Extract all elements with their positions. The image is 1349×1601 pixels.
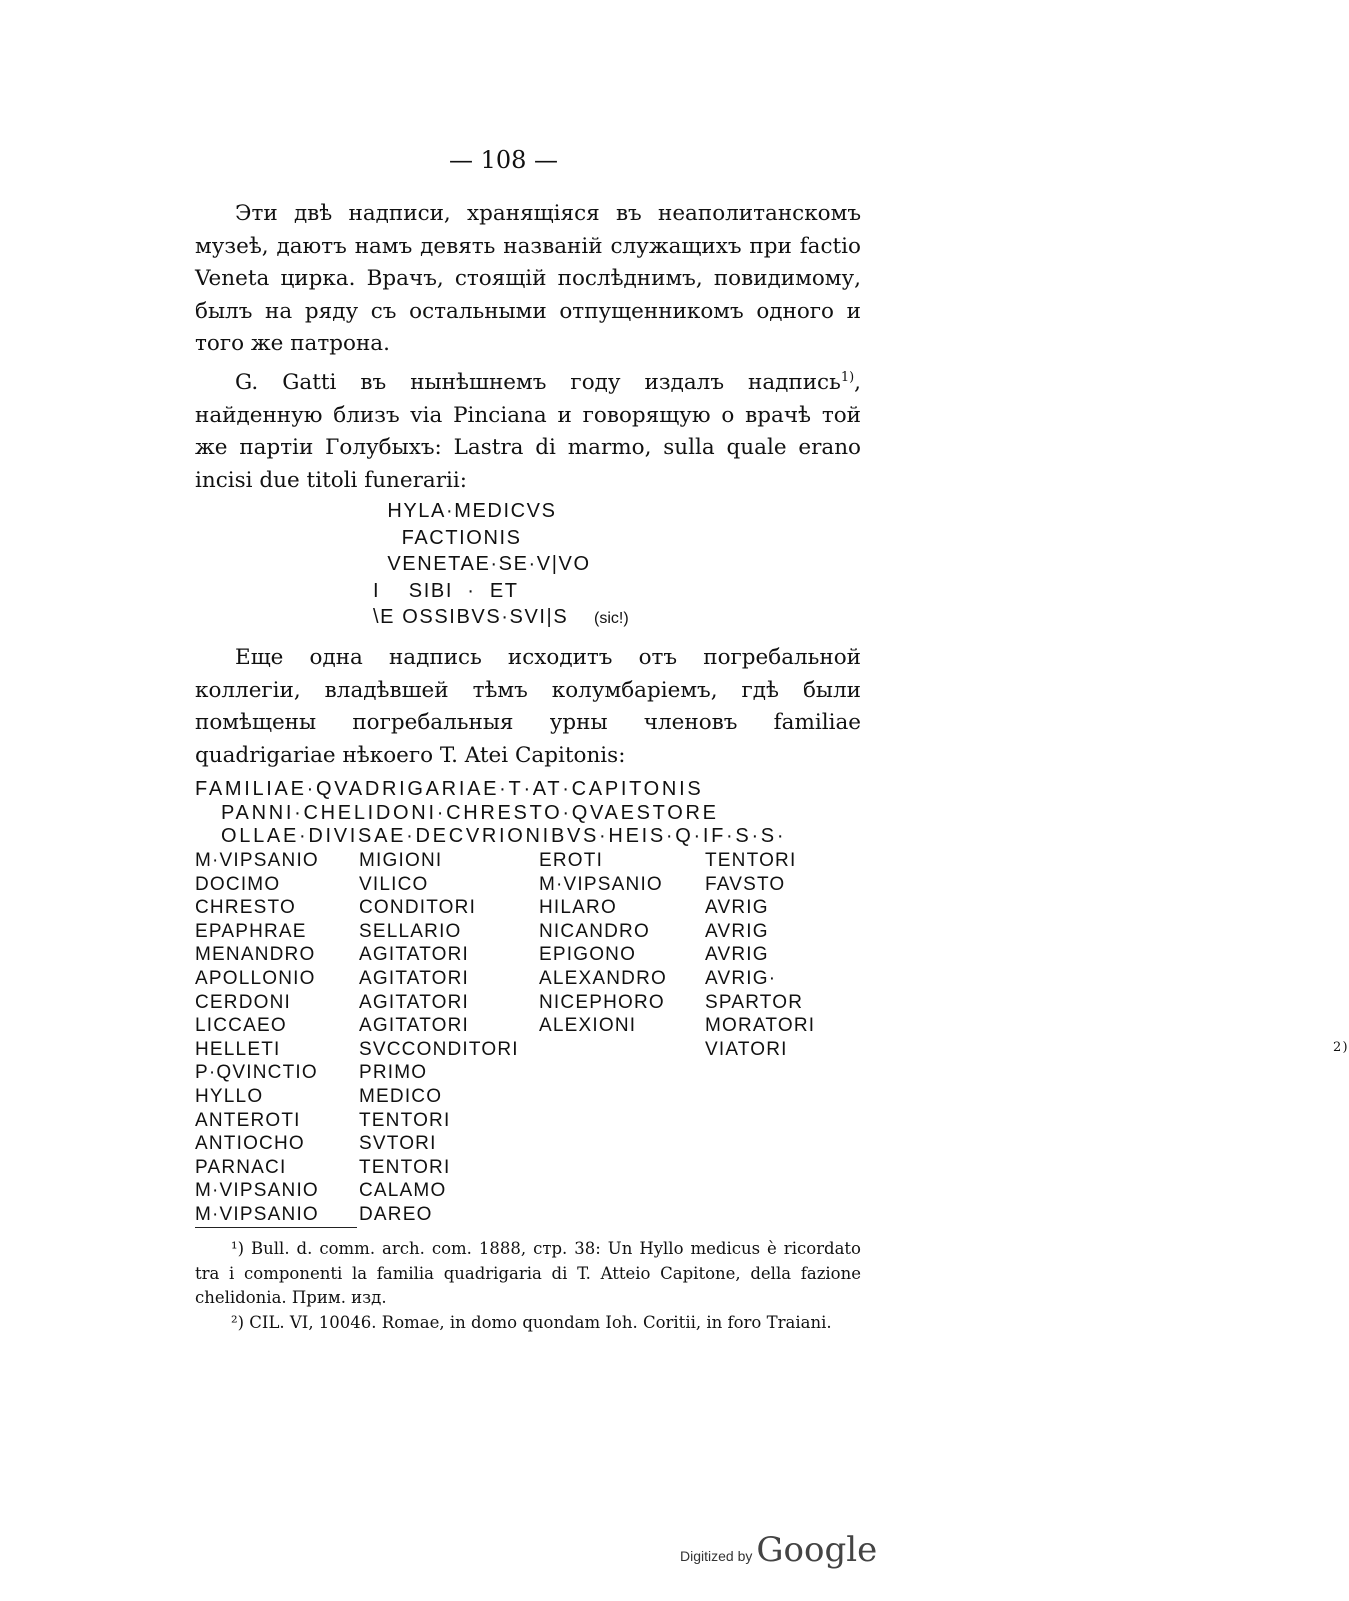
name-column-1 <box>195 849 319 1227</box>
name-entry: PARNACI <box>195 1156 287 1178</box>
name-entry: NICANDRO <box>539 920 650 942</box>
name-entry: HILARO <box>539 897 617 919</box>
footnote-1: ¹) Bull. d. comm. arch. com. 1888, стр. 38: Un Hyllo medicus è ricordato tra i componenti la familia quadrigaria di T. Atteio Capitone, della fazione chelidonia. Прим. изд. <box>195 1239 861 1307</box>
role-entry: MIGIONI <box>359 850 443 871</box>
role-entry: TENTORI <box>705 850 797 871</box>
name-entry: M·VIPSANIO <box>195 850 319 871</box>
role-entry: VILICO <box>359 873 429 895</box>
name-entry: HELLETI <box>195 1038 281 1060</box>
name-entry: HYLLO <box>195 1085 264 1107</box>
name-entry: M·VIPSANIO <box>195 1203 319 1225</box>
inscription-header-line: FAMILIAE·QVADRIGARIAE·T·AT·CAPITONIS <box>195 778 704 800</box>
role-entry: PRIMO <box>359 1062 428 1084</box>
inscription-header-line: OLLAE·DIVISAE·DECVRIONIBVS·HEIS·Q·IF·S·S· <box>221 825 787 847</box>
inscription-line: I SIBI · ET <box>373 579 519 602</box>
name-column-4 <box>705 849 1349 1061</box>
name-entry: ALEXANDRO <box>539 967 668 989</box>
name-entry: NICEPHORO <box>539 991 665 1013</box>
name-entry: APOLLONIO <box>195 967 316 989</box>
name-entry: CERDONI <box>195 991 292 1013</box>
footnote-ref-1: 1) <box>840 369 855 385</box>
inscription-line-text: \E OSSIBVS·SVI|S <box>373 606 569 628</box>
inscription-line: HYLA·MEDICVS <box>373 500 557 522</box>
name-column-2 <box>359 849 519 1227</box>
role-entry: SVCCONDITORI <box>359 1038 519 1060</box>
role-entry: AVRIG <box>705 897 769 919</box>
name-entry: CHRESTO <box>195 897 296 919</box>
paragraph-3 <box>195 642 861 772</box>
role-entry: VIATORI <box>705 1038 788 1060</box>
inscription-line: FACTIONIS <box>373 526 522 549</box>
inscription-header-line: PANNI·CHELIDONI·CHRESTO·QVAESTORE <box>221 801 719 824</box>
inscription-line: VENETAE·SE·V|VO <box>373 553 591 575</box>
role-entry: AVRIG· <box>705 967 777 989</box>
name-entry: DOCIMO <box>195 873 281 895</box>
role-entry: SELLARIO <box>359 920 462 942</box>
name-entry: ANTIOCHO <box>195 1133 305 1155</box>
role-entry: AGITATORI <box>359 1015 470 1037</box>
name-entry: MENANDRO <box>195 944 316 966</box>
paragraph-2-text <box>195 367 861 497</box>
name-column-3 <box>539 849 667 1038</box>
role-entry: AVRIG <box>705 944 769 966</box>
google-logo: Google <box>756 1530 878 1570</box>
role-entry: AGITATORI <box>359 967 470 989</box>
paragraph-2-after: , найденную близъ via Pinciana и говорящую о врачѣ той же партіи Голубыхъ: Lastra di marmo, sulla quale erano incisi due titoli funerarii: <box>195 370 861 493</box>
role-entry: AVRIG <box>705 920 769 942</box>
name-entry: M·VIPSANIO <box>539 873 663 895</box>
role-entry: TENTORI <box>359 1109 451 1131</box>
footnote-2: ²) CIL. VI, 10046. Romae, in domo quondam Ioh. Coritii, in foro Traiani. <box>231 1312 832 1332</box>
role-entry: MEDICO <box>359 1085 443 1107</box>
inscription-line <box>373 604 693 631</box>
name-entry: P·QVINCTIO <box>195 1062 318 1084</box>
role-entry: AGITATORI <box>359 991 470 1013</box>
role-entry: MORATORI <box>705 1015 816 1037</box>
name-entry: EPAPHRAE <box>195 920 307 942</box>
inscription-familia-header <box>195 778 865 849</box>
paragraph-1 <box>195 198 861 361</box>
page-number: — 108 — <box>448 146 559 174</box>
name-entry: ALEXIONI <box>539 1015 637 1037</box>
name-entry: EPIGONO <box>539 944 637 966</box>
role-entry: DAREO <box>359 1203 433 1225</box>
role-entry: SPARTOR <box>705 991 804 1013</box>
name-entry: ANTEROTI <box>195 1109 301 1131</box>
paragraph-2 <box>195 367 861 497</box>
paragraph-1-text: Эти двѣ надписи, хранящіяся въ неаполитанскомъ музеѣ, даютъ намъ девять названій служащихъ при factio Veneta цирка. Врачъ, стоящій послѣднимъ, повидимому, былъ на ряду съ остальными отпущенникомъ одного и того же патрона. <box>195 201 861 356</box>
footnote-divider <box>195 1227 357 1228</box>
paragraph-2-before: G. Gatti въ нынѣшнемъ году издалъ надпись <box>235 370 841 395</box>
role-entry: FAVSTO <box>705 873 786 895</box>
footnotes <box>195 1237 861 1335</box>
sic-note: (sic!) <box>594 610 629 627</box>
role-entry: SVTORI <box>359 1133 437 1155</box>
footnote-ref-2: 2) <box>1333 1040 1349 1055</box>
role-entry: CALAMO <box>359 1180 447 1202</box>
digitized-by-text: Digitized by <box>680 1548 753 1564</box>
role-entry: CONDITORI <box>359 897 477 919</box>
name-entry: EROTI <box>539 850 604 871</box>
role-entry: TENTORI <box>359 1156 451 1178</box>
role-entry: AGITATORI <box>359 944 470 966</box>
digitized-watermark <box>680 1530 877 1570</box>
inscription-hyla <box>373 498 693 631</box>
name-entry: M·VIPSANIO <box>195 1180 319 1202</box>
name-entry: LICCAEO <box>195 1015 287 1037</box>
paragraph-3-text: Еще одна надпись исходитъ отъ погребальной коллегіи, владѣвшей тѣмъ колумбаріемъ, гдѣ были помѣщены погребальныя урны членовъ familiae quadrigariae нѣкоего T. Atei Capitonis: <box>195 645 861 768</box>
